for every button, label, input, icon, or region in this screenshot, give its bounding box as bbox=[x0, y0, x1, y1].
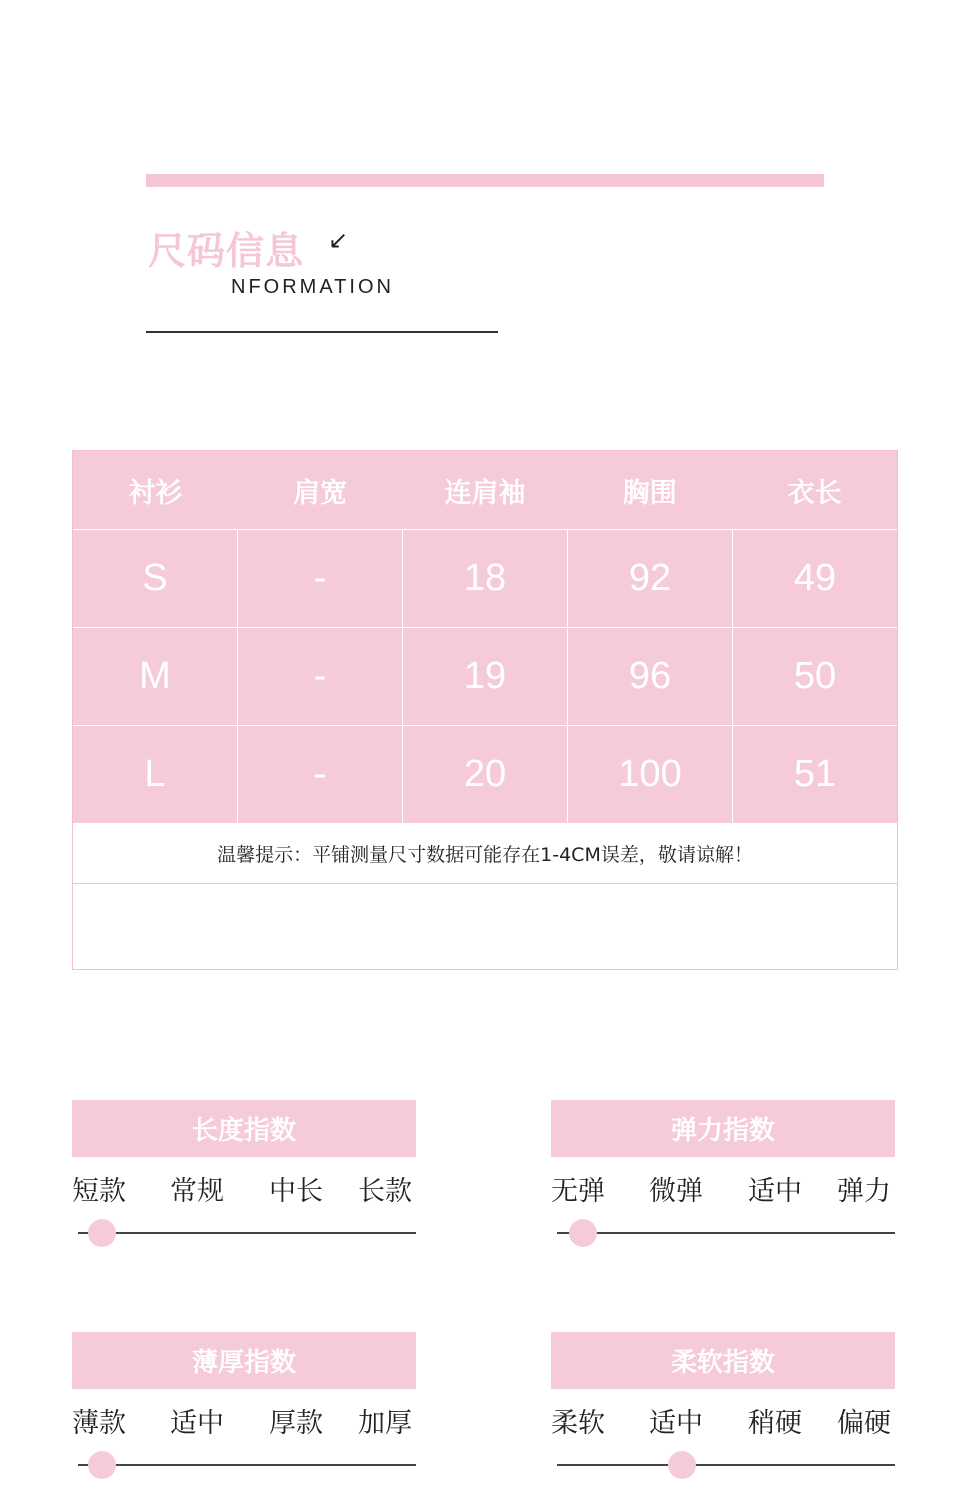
table-header-row bbox=[73, 451, 897, 529]
option-label: 适中 bbox=[170, 1408, 224, 1439]
thickness-index bbox=[72, 1332, 416, 1451]
size-table bbox=[72, 450, 898, 970]
softness-index-options bbox=[551, 1401, 895, 1451]
elasticity-index-options bbox=[551, 1169, 895, 1219]
table-cell: - bbox=[237, 627, 402, 725]
table-cell: 100 bbox=[567, 725, 732, 823]
option-label: 加厚 bbox=[358, 1408, 412, 1439]
arrow-icon: ↙ bbox=[328, 226, 349, 254]
option-label: 稍硬 bbox=[748, 1408, 802, 1439]
option-label: 常规 bbox=[170, 1176, 224, 1207]
table-header-chest: 胸围 bbox=[622, 477, 677, 509]
table-cell: 51 bbox=[732, 725, 897, 823]
table-header-shoulder: 肩宽 bbox=[293, 477, 348, 509]
option-label: 薄款 bbox=[72, 1408, 126, 1439]
length-index-track bbox=[78, 1232, 416, 1234]
section-title: 尺码信息 bbox=[148, 229, 305, 273]
length-index-marker bbox=[88, 1219, 116, 1247]
elasticity-index-track bbox=[557, 1232, 895, 1234]
option-label: 短款 bbox=[72, 1176, 126, 1207]
table-row bbox=[73, 725, 897, 823]
table-cell: 50 bbox=[732, 627, 897, 725]
table-cell: 49 bbox=[732, 529, 897, 627]
table-header-shirt: 衬衫 bbox=[128, 477, 183, 509]
softness-index-track bbox=[557, 1464, 895, 1466]
thickness-index-marker bbox=[88, 1451, 116, 1479]
length-index bbox=[72, 1100, 416, 1219]
table-cell: 18 bbox=[402, 529, 567, 627]
thickness-index-options bbox=[72, 1401, 416, 1451]
elasticity-index-marker bbox=[569, 1219, 597, 1247]
table-cell: - bbox=[237, 529, 402, 627]
option-label: 适中 bbox=[748, 1176, 802, 1207]
title-underline bbox=[146, 331, 498, 333]
elasticity-index-title: 弹力指数 bbox=[551, 1100, 895, 1157]
table-header-sleeve: 连肩袖 bbox=[444, 477, 526, 509]
thickness-index-title: 薄厚指数 bbox=[72, 1332, 416, 1389]
table-cell: - bbox=[237, 725, 402, 823]
option-label: 微弹 bbox=[649, 1176, 703, 1207]
option-label: 柔软 bbox=[551, 1408, 605, 1439]
table-cell: 20 bbox=[402, 725, 567, 823]
option-label: 偏硬 bbox=[837, 1408, 891, 1439]
length-index-options bbox=[72, 1169, 416, 1219]
table-cell: 19 bbox=[402, 627, 567, 725]
table-row bbox=[73, 529, 897, 627]
softness-index-marker bbox=[668, 1451, 696, 1479]
option-label: 中长 bbox=[269, 1176, 323, 1207]
softness-index-title: 柔软指数 bbox=[551, 1332, 895, 1389]
table-row bbox=[73, 627, 897, 725]
table-cell: L bbox=[73, 725, 237, 823]
option-label: 弹力 bbox=[837, 1176, 891, 1207]
length-index-title: 长度指数 bbox=[72, 1100, 416, 1157]
option-label: 厚款 bbox=[269, 1408, 323, 1439]
top-accent-bar bbox=[146, 174, 824, 187]
measurement-note: 温馨提示：平铺测量尺寸数据可能存在1-4CM误差，敬请谅解！ bbox=[73, 824, 897, 884]
table-cell: 96 bbox=[567, 627, 732, 725]
option-label: 适中 bbox=[649, 1408, 703, 1439]
table-header-length: 衣长 bbox=[787, 477, 842, 509]
table-cell: 92 bbox=[567, 529, 732, 627]
elasticity-index bbox=[551, 1100, 895, 1219]
softness-index bbox=[551, 1332, 895, 1451]
table-cell: S bbox=[73, 529, 237, 627]
thickness-index-track bbox=[78, 1464, 416, 1466]
option-label: 长款 bbox=[358, 1176, 412, 1207]
option-label: 无弹 bbox=[551, 1176, 605, 1207]
section-subtitle: NFORMATION bbox=[231, 276, 394, 298]
table-cell: M bbox=[73, 627, 237, 725]
